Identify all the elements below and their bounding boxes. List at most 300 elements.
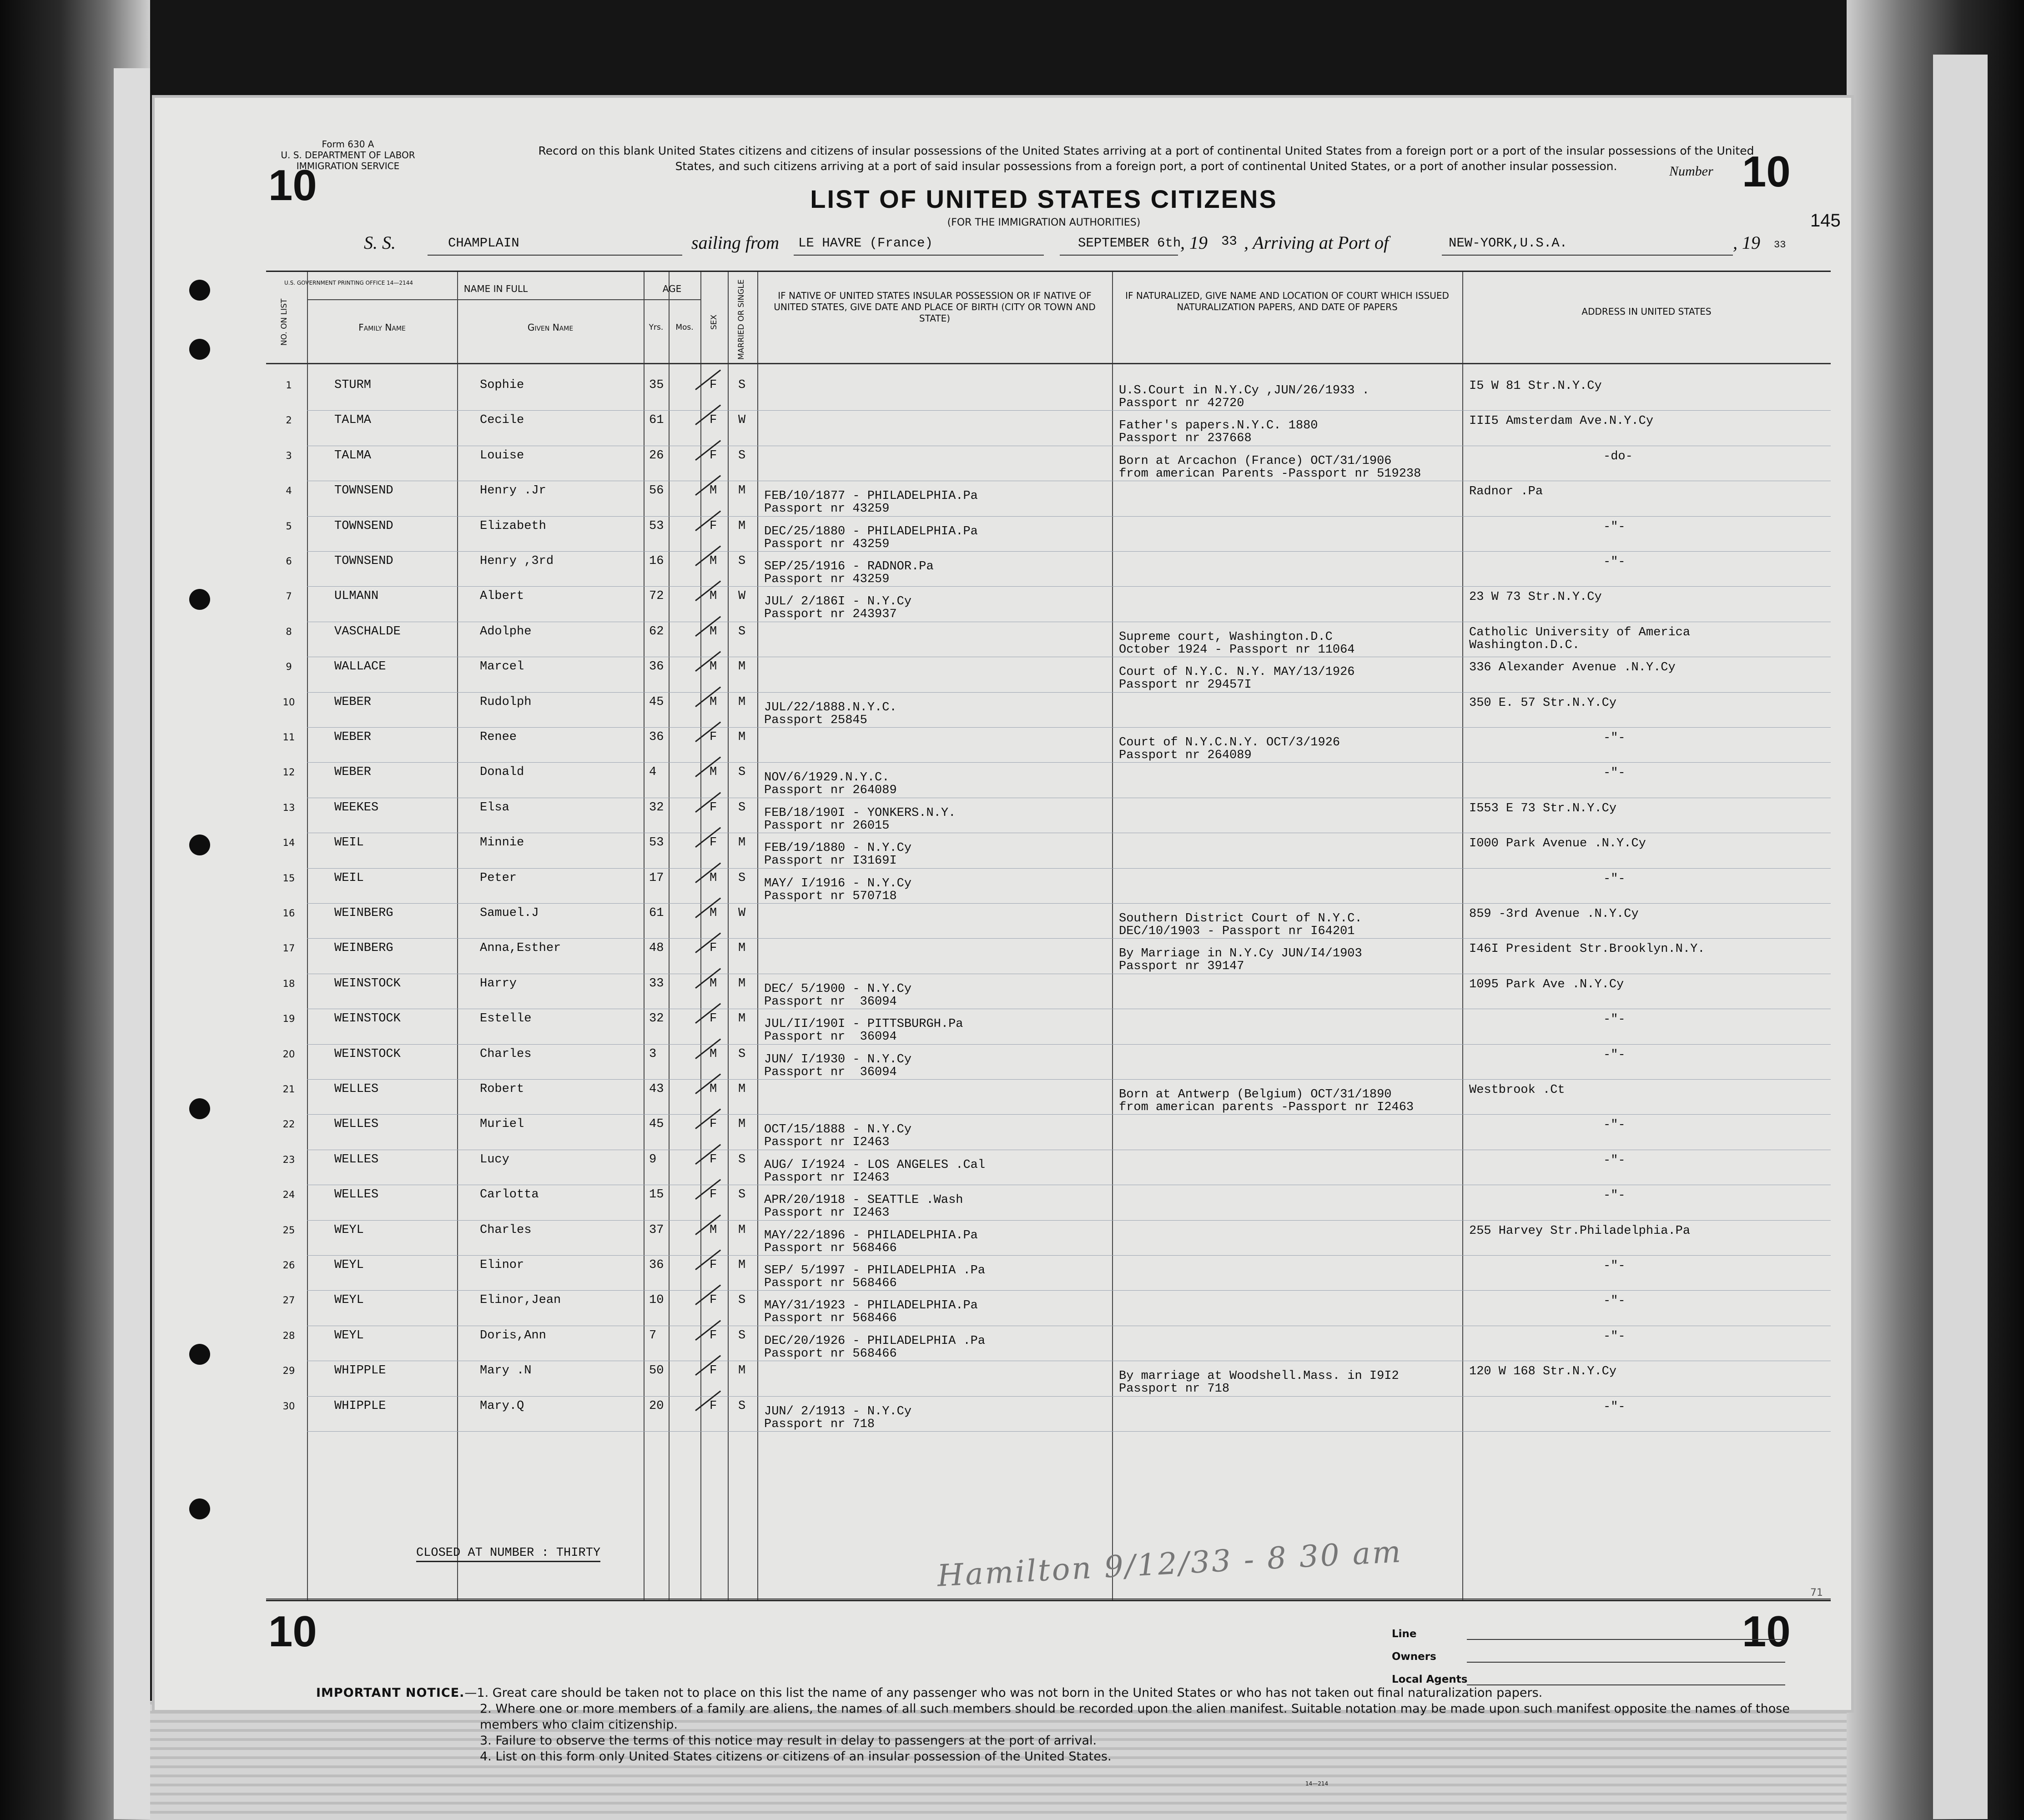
family-name: WEYL [334,1328,364,1342]
ss-label: S. S. [364,232,396,253]
family-name: WEINBERG [334,906,393,920]
sex: F [710,1117,717,1131]
family-name: WEIL [334,836,364,850]
given-name: Albert [480,589,524,603]
header-bottom-rule [266,363,1831,364]
binder-hole [189,589,210,610]
port-underline [1442,255,1733,256]
departure-date: SEPTEMBER 6th [1078,236,1181,251]
row-number: 23 [282,1154,295,1165]
birth-info: JUN/ 2/1913 - N.Y.Cy Passport nr 718 [764,1404,912,1431]
family-name: TALMA [334,413,372,427]
sex: M [710,765,717,779]
row-number: 1 [286,380,292,391]
sex: F [710,1012,717,1026]
marital-status: S [738,1328,746,1342]
departure-underline [794,255,1044,256]
agents-label: Local Agents [1392,1674,1468,1685]
sex: M [710,1223,717,1237]
sex: F [710,836,717,850]
marital-status: W [738,413,746,427]
notice-item-3: 3. Failure to observe the terms of this notice may result in delay to passengers at the port of arrival. [480,1734,1097,1748]
number-label: Number [1669,164,1713,179]
age-years: 72 [649,589,664,603]
sex: M [710,624,717,639]
age-years: 15 [649,1188,664,1202]
age-years: 61 [649,413,664,427]
age-years: 61 [649,906,664,920]
row-rule [307,551,1831,552]
us-address: -"- [1603,555,1626,569]
sex: F [710,1364,717,1378]
us-address: -"- [1603,1013,1626,1027]
family-name: TOWNSEND [334,519,393,533]
row-number: 17 [282,943,295,954]
age-years: 9 [649,1152,657,1166]
birth-info: DEC/ 5/1900 - N.Y.Cy Passport nr 36094 [764,982,912,1009]
passenger-table [266,271,1831,1601]
family-name: TOWNSEND [334,484,393,498]
family-name: WALLACE [334,660,386,674]
family-name: WEBER [334,765,372,779]
binder-hole [189,339,210,360]
row-number: 9 [286,661,292,673]
birth-info: NOV/6/1929.N.Y.C. Passport nr 264089 [764,771,897,798]
us-address: I5 W 81 Str.N.Y.Cy [1469,379,1602,393]
us-address: -"- [1603,766,1626,780]
notice-item-1: —1. Great care should be taken not to place on this list the name of any passenger who was not born in the United States or who has not taken out final naturalization papers. [464,1686,1543,1700]
marital-status: M [738,660,746,674]
sex: F [710,1258,717,1272]
sex: M [710,976,717,990]
age-years: 45 [649,695,664,709]
age-years: 50 [649,1364,664,1378]
marital-status: W [738,906,746,920]
given-name: Louise [480,448,524,463]
footer-left-number: 10 [268,1607,317,1656]
header-given-name: Given Name [527,322,574,333]
us-address: 336 Alexander Avenue .N.Y.Cy [1469,661,1676,675]
scan-left-edge [0,0,150,1820]
us-address: 120 W 168 Str.N.Y.Cy [1469,1365,1617,1379]
given-name: Rudolph [480,695,532,709]
us-address: Radnor .Pa [1469,485,1543,499]
row-number: 25 [282,1224,295,1236]
ship-name: CHAMPLAIN [448,236,519,251]
row-number: 8 [286,626,292,637]
age-years: 36 [649,1258,664,1272]
family-name: WELLES [334,1188,379,1202]
departure-port: LE HAVRE (France) [798,236,933,251]
row-rule [307,727,1831,728]
age-years: 45 [649,1117,664,1131]
marital-status: M [738,976,746,990]
age-years: 10 [649,1293,664,1307]
family-name: TALMA [334,448,372,463]
family-name: WEINSTOCK [334,1047,401,1061]
age-years: 3 [649,1047,657,1061]
given-name: Charles [480,1223,532,1237]
marital-status: M [738,941,746,955]
margin-note: 71 [1810,1587,1823,1599]
col-divider [669,272,670,1600]
given-name: Cecile [480,413,524,427]
col-divider [307,272,308,1600]
given-name: Henry .Jr [480,484,546,498]
header-birth: IF NATIVE OF UNITED STATES INSULAR POSSESSION OR IF NATIVE OF UNITED STATES, GIVE DATE AND PLACE OF BIRTH (CITY OR TOWN AND STATE) [774,290,1096,324]
page-title: LIST OF UNITED STATES CITIZENS [810,185,1278,213]
sex: F [710,1188,717,1202]
marital-status: M [738,730,746,744]
row-number: 13 [282,802,295,813]
birth-info: JUL/22/1888.N.Y.C. Passport 25845 [764,700,897,727]
marital-status: S [738,1152,746,1166]
us-address: -"- [1603,520,1626,534]
sex: M [710,871,717,885]
marital-status: M [738,484,746,498]
family-name: WEYL [334,1293,364,1307]
header-age: AGE [662,283,682,294]
row-number: 22 [282,1119,295,1130]
us-address: Catholic University of America Washington.D.C. [1469,625,1691,652]
row-number: 4 [286,485,292,497]
scan-right-edge [1847,0,2024,1820]
naturalization-info: Court of N.Y.C. N.Y. MAY/13/1926 Passport nr 29457I [1119,665,1355,692]
year-prefix: , 19 [1180,232,1208,253]
family-name: ULMANN [334,589,379,603]
sex: M [710,554,717,568]
name-group-rule [307,299,685,300]
marital-status: S [738,624,746,639]
given-name: Robert [480,1082,524,1096]
naturalization-info: By Marriage in N.Y.Cy JUN/I4/1903 Passport nr 39147 [1119,947,1362,974]
row-number: 14 [282,837,295,849]
printer-note: U.S. GOVERNMENT PRINTING OFFICE 14—2144 [284,280,413,286]
header-mos: Mos. [675,323,694,332]
age-years: 53 [649,519,664,533]
given-name: Elinor [480,1258,524,1272]
intro-text: Record on this blank United States citizens and citizens of insular possessions of the United States arriving at a port of continental United States from a foreign port or a port of the insular possessions of the United States, and such citizens arriving at a port of said insular possessions from a foreign port, a port of continental United States, or a port of another insular possession. [538,144,1754,173]
us-address: -"- [1603,872,1626,886]
us-address: -"- [1603,1048,1626,1062]
date-underline [1060,255,1178,256]
family-name: WELLES [334,1152,379,1166]
naturalization-info: Southern District Court of N.Y.C. DEC/10/1903 - Passport nr I64201 [1119,912,1362,938]
form-number: Form 630 A [322,139,374,150]
family-name: WEINSTOCK [334,976,401,990]
page-number: 145 [1810,211,1841,231]
marital-status: S [738,1188,746,1202]
age-years: 32 [649,1012,664,1026]
birth-info: AUG/ I/1924 - LOS ANGELES .Cal Passport nr I2463 [764,1158,986,1185]
col-divider [728,272,729,1600]
family-name: STURM [334,378,372,392]
sex: M [710,695,717,709]
marital-status: W [738,589,746,603]
row-rule [307,1396,1831,1397]
marital-status: S [738,765,746,779]
row-rule [307,692,1831,693]
arrival-port: NEW-YORK,U.S.A. [1449,236,1568,251]
us-address: III5 Amsterdam Ave.N.Y.Cy [1469,414,1654,428]
header-married-single: MARRIED OR SINGLE [737,279,746,360]
row-rule [307,938,1831,939]
row-rule [307,516,1831,517]
row-rule [307,1431,1831,1432]
row-number: 21 [282,1084,295,1095]
given-name: Lucy [480,1152,509,1166]
footer-right-number: 10 [1742,1607,1791,1656]
binder-hole [189,1498,210,1519]
header-address: ADDRESS IN UNITED STATES [1581,306,1712,317]
naturalization-info: Born at Antwerp (Belgium) OCT/31/1890 from american parents -Passport nr I2463 [1119,1088,1414,1114]
sex: M [710,906,717,920]
sailing-label: sailing from [691,232,779,253]
us-address: Westbrook .Ct [1469,1083,1565,1097]
age-years: 32 [649,800,664,814]
row-rule [307,586,1831,587]
row-rule [307,1255,1831,1256]
row-number: 12 [282,767,295,778]
header-no-on-list: NO. ON LIST [280,298,289,346]
us-address: 350 E. 57 Str.N.Y.Cy [1469,696,1617,710]
age-years: 43 [649,1082,664,1096]
us-address: -"- [1603,731,1626,745]
notice-item-2: 2. Where one or more members of a family are aliens, the names of all such members should be recorded upon the alien manifest. Suitable notation may be made upon such manifest opposite the names of those members who claim citizenship. [480,1702,1790,1732]
header-family-name: Family Name [358,322,406,333]
line-label: Line [1392,1628,1417,1640]
arriving-label: , Arriving at Port of [1244,232,1389,253]
page-subtitle: (FOR THE IMMIGRATION AUTHORITIES) [947,217,1141,228]
given-name: Anna,Esther [480,941,561,955]
sex: F [710,378,717,392]
row-number: 20 [282,1048,295,1060]
given-name: Carlotta [480,1188,539,1202]
sex: F [710,800,717,814]
given-name: Mary.Q [480,1399,524,1413]
marital-status: S [738,800,746,814]
us-address: I000 Park Avenue .N.Y.Cy [1469,837,1646,851]
given-name: Adolphe [480,624,532,639]
sex: F [710,1399,717,1413]
print-code: 14—214 [1305,1780,1329,1787]
sex: F [710,448,717,463]
sex: F [710,519,717,533]
header-sex: SEX [710,314,719,330]
marital-status: M [738,1012,746,1026]
age-years: 48 [649,941,664,955]
sex: M [710,1047,717,1061]
age-years: 62 [649,624,664,639]
footer-owners-field [1392,1651,1436,1663]
birth-info: JUL/II/190I - PITTSBURGH.Pa Passport nr 36094 [764,1017,963,1044]
family-name: WHIPPLE [334,1364,386,1378]
birth-info: SEP/ 5/1997 - PHILADELPHIA .Pa Passport nr 568466 [764,1264,986,1290]
row-number: 26 [282,1260,295,1271]
marital-status: S [738,1047,746,1061]
given-name: Peter [480,871,517,885]
closed-note: CLOSED AT NUMBER : THIRTY [416,1546,600,1562]
sex: F [710,1328,717,1342]
us-address: -"- [1603,1259,1626,1273]
given-name: Minnie [480,836,524,850]
row-number: 29 [282,1365,295,1377]
us-address: 859 -3rd Avenue .N.Y.Cy [1469,907,1639,921]
arrival-year-prefix: , 19 [1733,232,1760,253]
us-address: -"- [1603,1118,1626,1132]
row-number: 19 [282,1013,295,1025]
given-name: Elinor,Jean [480,1293,561,1307]
birth-info: OCT/15/1888 - N.Y.Cy Passport nr I2463 [764,1123,912,1150]
voyage-line [364,232,1810,259]
family-name: WEYL [334,1223,364,1237]
marital-status: M [738,1082,746,1096]
row-rule [307,1220,1831,1221]
marital-status: M [738,836,746,850]
naturalization-info: By marriage at Woodshell.Mass. in I9I2 Passport nr 718 [1119,1369,1399,1396]
sex: M [710,589,717,603]
given-name: Samuel.J [480,906,539,920]
us-address: -do- [1603,449,1633,463]
age-years: 7 [649,1328,657,1342]
us-address: 255 Harvey Str.Philadelphia.Pa [1469,1224,1691,1238]
birth-info: MAY/22/1896 - PHILADELPHIA.Pa Passport nr 568466 [764,1228,978,1255]
binder-hole [189,1098,210,1119]
notice-lead: IMPORTANT NOTICE. [316,1686,465,1700]
birth-info: MAY/ I/1916 - N.Y.Cy Passport nr 570718 [764,876,912,903]
manifest-page [155,98,1851,1787]
naturalization-info: Born at Arcachon (France) OCT/31/1906 from american Parents -Passport nr 519238 [1119,454,1421,481]
family-name: WELLES [334,1082,379,1096]
row-number: 11 [282,732,295,743]
us-address: -"- [1603,1329,1626,1343]
row-number: 28 [282,1330,295,1341]
us-address: 1095 Park Ave .N.Y.Cy [1469,977,1624,991]
row-number: 6 [286,556,292,567]
row-number: 2 [286,415,292,426]
sex: M [710,660,717,674]
marital-status: S [738,378,746,392]
family-name: WELLES [334,1117,379,1131]
line-underline [1467,1639,1785,1640]
marital-status: M [738,1223,746,1237]
age-years: 56 [649,484,664,498]
row-rule [307,410,1831,411]
marital-status: S [738,554,746,568]
given-name: Renee [480,730,517,744]
naturalization-info: Supreme court, Washington.D.C October 1924 - Passport nr 11064 [1119,630,1355,657]
row-number: 30 [282,1400,295,1412]
us-address: I553 E 73 Str.N.Y.Cy [1469,801,1617,815]
arrival-year: 33 [1774,239,1786,251]
notice-item-4: 4. List on this form only United States citizens or citizens of an insular possession of the United States. [480,1750,1112,1764]
row-rule [307,1079,1831,1080]
family-name: WEINSTOCK [334,1012,401,1026]
owners-underline [1467,1662,1785,1663]
family-name: WEBER [334,730,372,744]
sex: F [710,413,717,427]
us-address: -"- [1603,1400,1626,1414]
marital-status: M [738,695,746,709]
given-name: Marcel [480,660,524,674]
header-name-in-full: NAME IN FULL [463,283,528,294]
us-address: I46I President Str.Brooklyn.N.Y. [1469,942,1705,956]
binder-hole [189,835,210,855]
left-sheet-number: 10 [268,161,317,210]
row-rule [307,762,1831,763]
given-name: Henry ,3rd [480,554,554,568]
birth-info: MAY/31/1923 - PHILADELPHIA.Pa Passport nr 568466 [764,1299,978,1326]
naturalization-info: U.S.Court in N.Y.Cy ,JUN/26/1933 . Passport nr 42720 [1119,384,1369,410]
row-number: 5 [286,520,292,532]
age-years: 17 [649,871,664,885]
row-rule [307,1290,1831,1291]
birth-info: JUN/ I/1930 - N.Y.Cy Passport nr 36094 [764,1052,912,1079]
marital-status: S [738,1293,746,1307]
owners-label: Owners [1392,1651,1436,1663]
marital-status: M [738,1364,746,1378]
marital-status: M [738,1258,746,1272]
scan-paper-strip-right [1933,55,1988,1819]
family-name: WEBER [334,695,372,709]
birth-info: FEB/19/1880 - N.Y.Cy Passport nr I3169I [764,841,912,868]
row-rule [307,868,1831,869]
row-number: 3 [286,450,292,461]
birth-info: DEC/20/1926 - PHILADELPHIA .Pa Passport nr 568466 [764,1334,986,1361]
family-name: WEIL [334,871,364,885]
marital-status: S [738,871,746,885]
row-number: 16 [282,908,295,919]
family-name: VASCHALDE [334,624,401,639]
given-name: Elizabeth [480,519,546,533]
row-number: 7 [286,591,292,602]
age-years: 33 [649,976,664,990]
age-years: 36 [649,660,664,674]
row-number: 27 [282,1295,295,1306]
birth-info: FEB/10/1877 - PHILADELPHIA.Pa Passport nr 43259 [764,489,978,516]
given-name: Elsa [480,800,509,814]
birth-info: SEP/25/1916 - RADNOR.Pa Passport nr 43259 [764,560,934,586]
row-number: 24 [282,1189,295,1201]
family-name: WEINBERG [334,941,393,955]
ship-underline [428,255,682,256]
marital-status: M [738,1117,746,1131]
row-number: 18 [282,978,295,989]
sex: M [710,1082,717,1096]
family-name: WHIPPLE [334,1399,386,1413]
department: U. S. DEPARTMENT OF LABOR [281,150,415,161]
family-name: TOWNSEND [334,554,393,568]
sex: M [710,484,717,498]
age-years: 4 [649,765,657,779]
marital-status: S [738,1399,746,1413]
given-name: Muriel [480,1117,524,1131]
row-number: 10 [282,696,295,708]
birth-info: JUL/ 2/186I - N.Y.Cy Passport nr 243937 [764,595,912,622]
row-rule [307,1114,1831,1115]
scan-paper-strip-left [114,68,150,1819]
age-group-rule [644,299,700,300]
row-rule [307,903,1831,904]
us-address: -"- [1603,1294,1626,1308]
row-rule [307,1044,1831,1045]
header-yrs: Yrs. [649,323,664,332]
col-divider [1112,272,1113,1600]
marital-status: M [738,519,746,533]
header-naturalized: IF NATURALIZED, GIVE NAME AND LOCATION OF COURT WHICH ISSUED NATURALIZATION PAPERS, AND DATE OF PAPERS [1125,290,1449,312]
us-address: 23 W 73 Str.N.Y.Cy [1469,590,1602,604]
naturalization-info: Father's papers.N.Y.C. 1880 Passport nr 237668 [1119,419,1318,446]
